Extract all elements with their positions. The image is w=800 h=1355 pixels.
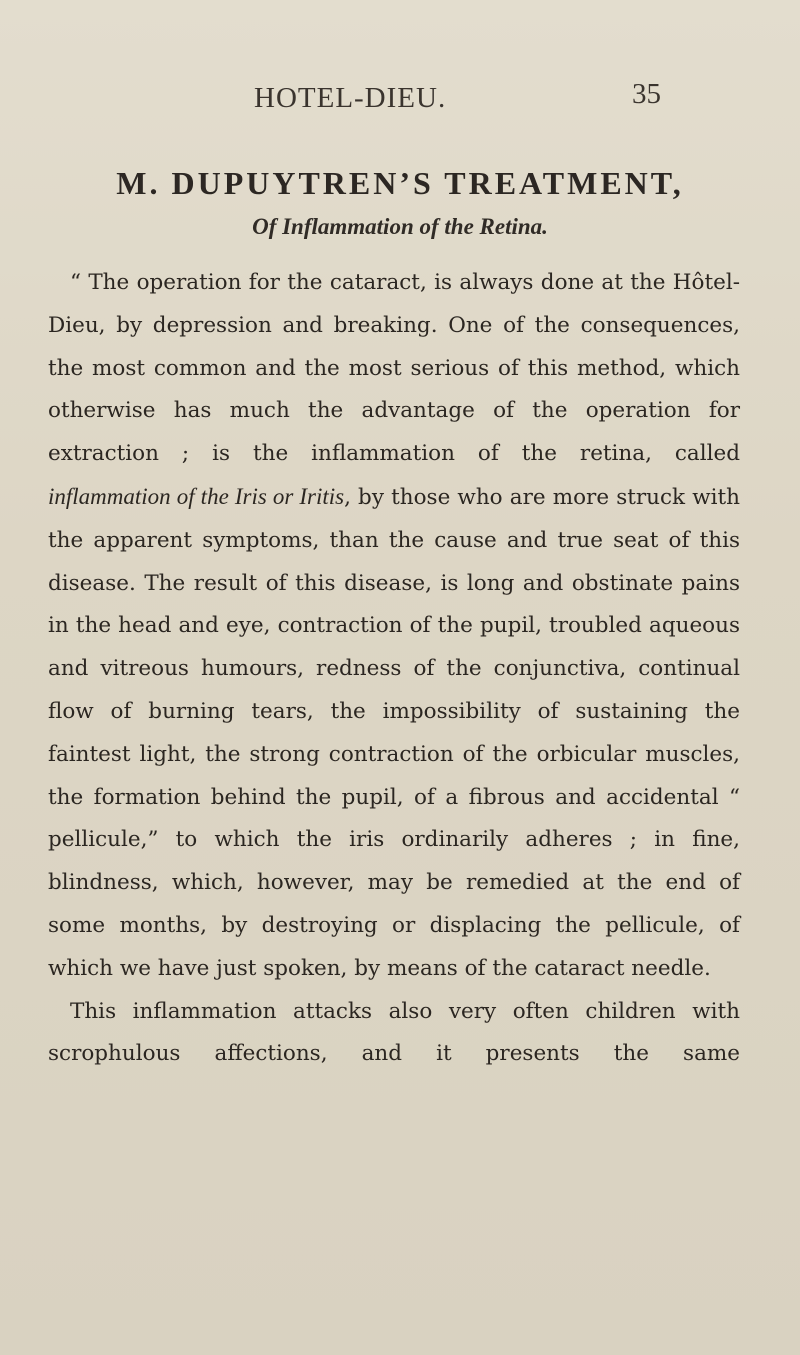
paragraph-2-text: This inflammation attacks also very often children with scrophulous affections, and it presents the same — [48, 998, 740, 1067]
chapter-title: M. DUPUYTREN’S TREATMENT, — [116, 165, 684, 201]
running-head — [0, 78, 800, 118]
paragraph-1-italic-term: inflammation of the Iris or Iritis — [48, 483, 345, 509]
paragraph-2 — [48, 991, 740, 1077]
running-title: HOTEL-DIEU. — [254, 82, 447, 114]
paragraph-1-text-b: , by those who are more struck with the apparent symptoms, than the cause and true seat of this disease. The result of this disease, is long and obstinate pains in the head and eye, contraction of the pupil, troubled aqueous and vitreous humours, redness of the conjunctiva, continual flow of burning tears, the impossibility of sustaining the faintest light, the strong contraction of the orbicular muscles, the formation behind the pupil, of a fibrous and accidental “ pellicule,” to which the iris ordinarily adheres ; in fine, blindness, which, however, may be remedied at the end of some months, by destroying or displacing the pellicule, of which we have just spoken, by means of the cataract needle. — [48, 484, 740, 981]
chapter-subtitle: Of Inflammation of the Retina. — [252, 214, 548, 239]
paragraph-1 — [48, 262, 740, 991]
body-text — [48, 262, 740, 1076]
paragraph-1-text-a: “ The operation for the cataract, is always done at the Hôtel-Dieu, by depression and breaking. One of the consequences, the most common and the most serious of this method, which otherwise has much the advantage of the operation for extraction ; is the inflammation of the retina, called — [48, 270, 740, 467]
page-number: 35 — [632, 78, 661, 110]
